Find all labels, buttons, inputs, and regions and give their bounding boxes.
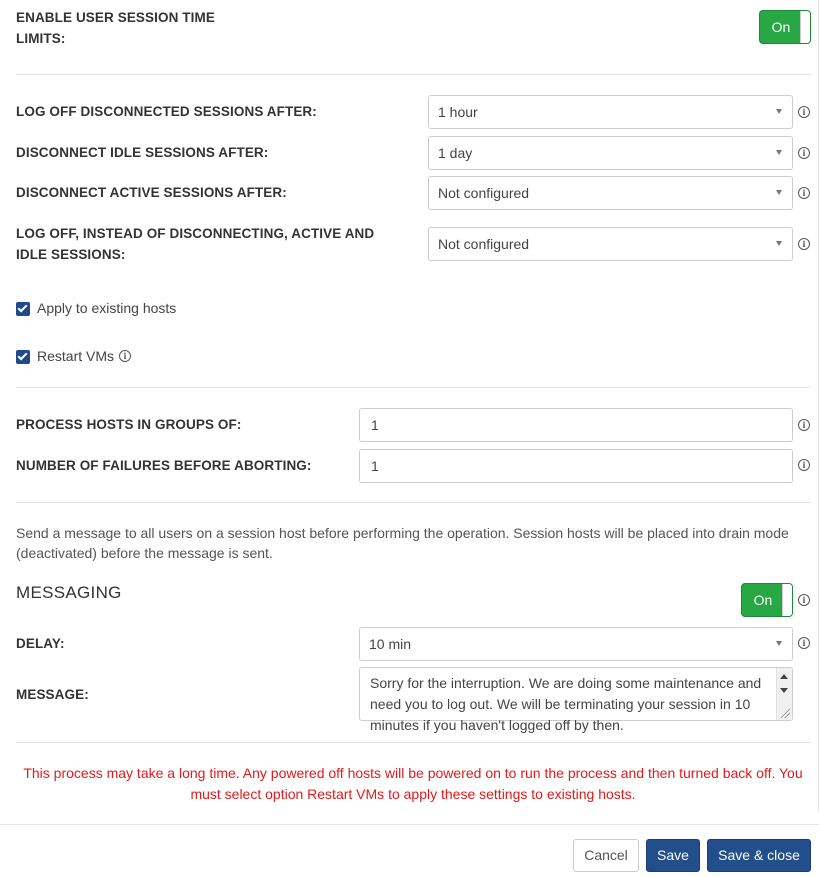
apply-existing-hosts-label[interactable]: Apply to existing hosts bbox=[37, 300, 177, 316]
process-warning-text: This process may take a long time. Any powered off hosts will be powered on to run the process and then turned back off. You must select option Restart VMs to apply these settings to existing hosts. bbox=[23, 765, 803, 802]
info-icon[interactable]: i bbox=[798, 459, 810, 471]
divider bbox=[16, 387, 811, 388]
message-label: MESSAGE: bbox=[16, 687, 89, 702]
enable-session-limits-toggle[interactable] bbox=[759, 10, 811, 44]
select-value: 10 min bbox=[369, 636, 412, 652]
log-off-disconnected-select[interactable] bbox=[428, 95, 793, 129]
toggle-knob bbox=[800, 11, 810, 43]
info-icon[interactable]: i bbox=[798, 637, 810, 649]
divider bbox=[16, 742, 811, 743]
process-hosts-groups-label: PROCESS HOSTS IN GROUPS OF: bbox=[16, 417, 242, 432]
disconnect-idle-label: DISCONNECT IDLE SESSIONS AFTER: bbox=[16, 145, 269, 160]
save-and-close-button[interactable]: Save & close bbox=[707, 839, 811, 872]
disconnect-active-label: DISCONNECT ACTIVE SESSIONS AFTER: bbox=[16, 185, 287, 200]
info-icon[interactable]: i bbox=[798, 187, 810, 199]
log-off-disconnected-label: LOG OFF DISCONNECTED SESSIONS AFTER: bbox=[16, 104, 317, 119]
restart-vms-label[interactable]: Restart VMs bbox=[37, 348, 115, 364]
cancel-button[interactable]: Cancel bbox=[573, 839, 639, 872]
message-textarea[interactable] bbox=[359, 667, 793, 733]
log-off-instead-select[interactable] bbox=[428, 227, 793, 261]
divider bbox=[16, 502, 811, 503]
scroll-down-icon[interactable] bbox=[780, 688, 788, 693]
divider bbox=[16, 74, 811, 75]
caret-down-icon bbox=[776, 190, 782, 195]
disconnect-active-select[interactable] bbox=[428, 176, 793, 210]
delay-select[interactable] bbox=[359, 627, 793, 661]
toggle-state-label: On bbox=[753, 592, 773, 608]
save-button[interactable]: Save bbox=[646, 839, 700, 872]
resize-grip-icon[interactable] bbox=[781, 709, 790, 718]
info-icon[interactable]: i bbox=[798, 594, 810, 606]
messaging-heading: MESSAGING bbox=[16, 583, 122, 602]
select-value: 1 day bbox=[438, 145, 473, 161]
info-icon[interactable]: i bbox=[119, 350, 131, 362]
process-hosts-groups-input[interactable]: 1 bbox=[359, 408, 793, 442]
caret-down-icon bbox=[776, 241, 782, 246]
restart-vms-checkbox[interactable] bbox=[16, 350, 30, 364]
failures-before-aborting-label: NUMBER OF FAILURES BEFORE ABORTING: bbox=[16, 458, 312, 473]
info-icon[interactable]: i bbox=[798, 419, 810, 431]
enable-session-limits-label: ENABLE USER SESSION TIME LIMITS: bbox=[16, 10, 215, 46]
messaging-description: Send a message to all users on a session host before performing the operation. Session hosts will be placed into drain mode (deactivated) before the message is sent. bbox=[16, 525, 789, 561]
disconnect-idle-select[interactable] bbox=[428, 136, 793, 170]
caret-down-icon bbox=[776, 109, 782, 114]
message-text[interactable]: Sorry for the interruption. We are doing some maintenance and need you to log out. We will be terminating your session in 10 minutes if you haven't logged off by then. bbox=[370, 675, 762, 733]
footer-divider bbox=[0, 824, 819, 825]
textarea-scrollbar[interactable] bbox=[776, 668, 792, 720]
log-off-instead-label: LOG OFF, INSTEAD OF DISCONNECTING, ACTIVE AND IDLE SESSIONS: bbox=[16, 226, 375, 262]
apply-existing-hosts-checkbox[interactable] bbox=[16, 302, 30, 316]
select-value: 1 hour bbox=[438, 104, 478, 120]
info-icon[interactable]: i bbox=[798, 238, 810, 250]
messaging-toggle[interactable] bbox=[741, 583, 793, 617]
toggle-knob bbox=[782, 584, 792, 616]
select-value: Not configured bbox=[438, 236, 530, 252]
caret-down-icon bbox=[776, 641, 782, 646]
scroll-up-icon[interactable] bbox=[780, 674, 788, 679]
info-icon[interactable]: i bbox=[798, 147, 810, 159]
toggle-state-label: On bbox=[771, 19, 791, 35]
select-value: Not configured bbox=[438, 185, 530, 201]
caret-down-icon bbox=[776, 150, 782, 155]
delay-label: DELAY: bbox=[16, 636, 65, 651]
info-icon[interactable]: i bbox=[798, 106, 810, 118]
failures-before-aborting-input[interactable]: 1 bbox=[359, 449, 793, 483]
